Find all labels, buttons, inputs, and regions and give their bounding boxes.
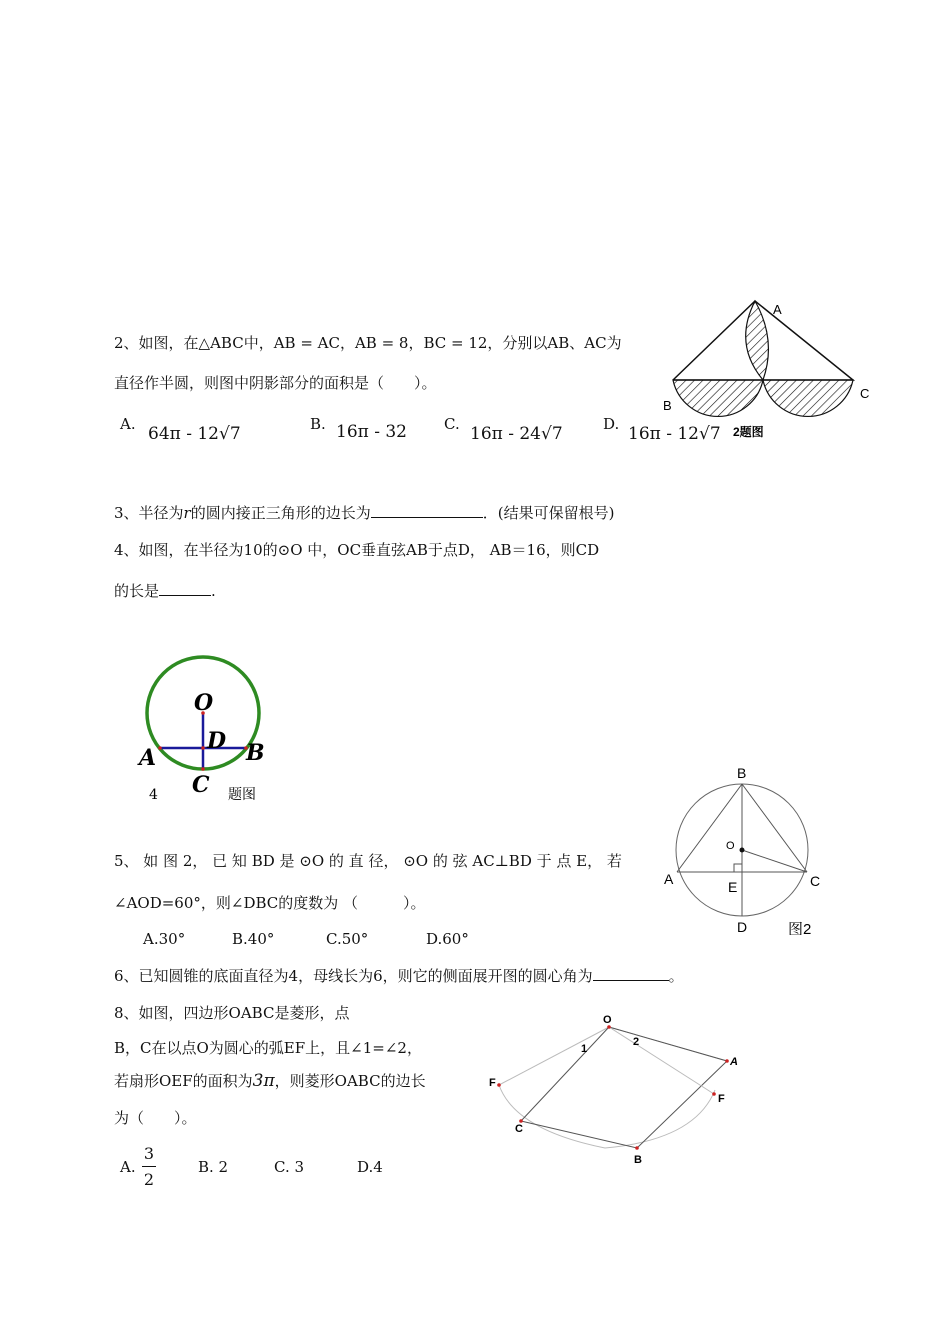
q8-side-oc [521, 1027, 609, 1121]
q8-arc-ef [499, 1085, 715, 1148]
q2-option-b-key: B. [310, 415, 326, 433]
q8-side-cb [521, 1121, 637, 1148]
q3-line [114, 503, 614, 523]
q3-prefix: 3、半径为 [114, 504, 184, 522]
q5-line2: ∠AOD=60°，则∠DBC的度数为 （ ）。 [114, 894, 426, 912]
q8-line2: B，C在以点O为圆心的弧EF上，且∠1=∠2， [114, 1039, 422, 1057]
q2-caption: 2题图 [733, 425, 764, 439]
q8-line3-prefix: 若扇形OEF的面积为 [114, 1072, 253, 1090]
q2-label-a: A [773, 302, 782, 317]
q3-var: r [183, 504, 191, 522]
q8-label-a: A [730, 1056, 738, 1068]
q8-line4: 为（ ）。 [114, 1109, 197, 1127]
q4-label-o: O [194, 690, 214, 716]
q2-option-c-key: C. [444, 415, 460, 433]
q8-line1: 8、如图，四边形OABC是菱形，点 [114, 1004, 350, 1022]
q5-label-d: D [737, 919, 748, 935]
q3-middle: 的圆内接正三角形的边长为 [190, 504, 371, 522]
q4-figure [130, 650, 290, 810]
q4-blank[interactable] [159, 581, 211, 596]
q8-line3-suffix: ，则菱形OABC的边长 [274, 1072, 426, 1090]
q6-suffix: 。 [668, 967, 684, 985]
q2-shade-right [763, 380, 853, 416]
q8-label-o: O [603, 1014, 612, 1026]
q5-label-o: O [726, 840, 735, 852]
q6-text: 6、已知圆锥的底面直径为4，母线长为6，则它的侧面展开图的圆心角为 [114, 967, 593, 985]
q5-line1: 5、 如 图 2， 已 知 BD 是 ⊙O 的 直 径， ⊙O 的 弦 AC⊥BD 于 点 E， 若 [114, 852, 622, 870]
q5-label-c: C [810, 873, 821, 889]
q8-label-1: 1 [581, 1043, 588, 1055]
q4-caption-num: 4 [149, 787, 158, 803]
q8-line3 [114, 1071, 426, 1091]
q4-line2-prefix: 的长是 [114, 582, 160, 600]
q5-figure [655, 760, 835, 935]
q3-suffix: ．(结果可保留根号) [482, 504, 615, 522]
q8-option-b: B. 2 [198, 1158, 229, 1176]
q2-option-a-key: A. [120, 415, 136, 433]
q4-line2 [114, 581, 216, 601]
q2-option-c-expr: 16π - 24√7 [470, 424, 563, 444]
q8-option-a-fraction-bar [142, 1166, 156, 1167]
q2-label-c: C [860, 386, 870, 401]
q8-line3-expr: 3π [252, 1071, 275, 1091]
q2-option-d-expr: 16π - 12√7 [628, 424, 721, 444]
q8-figure [485, 1010, 745, 1170]
q5-option-a: A.30° [143, 930, 186, 948]
q4-label-c: C [192, 772, 210, 798]
q6-line [114, 966, 684, 986]
q8-option-a-key: A. [120, 1158, 136, 1176]
q3-blank[interactable] [371, 503, 483, 518]
q4-line2-suffix: . [211, 582, 216, 600]
q5-label-b: B [737, 765, 747, 781]
q5-caption: 图2 [788, 921, 812, 935]
q8-label-f-right: F [718, 1093, 725, 1105]
q2-label-b: B [663, 398, 672, 413]
q5-label-e: E [728, 879, 738, 895]
q8-option-a-num: 3 [143, 1144, 155, 1163]
q2-shade-left [673, 380, 763, 416]
q4-label-a: A [139, 745, 157, 771]
q4-line1: 4、如图，在半径为10的⊙O 中，OC垂直弦AB于点D， AB＝16，则CD [114, 541, 600, 559]
q4-caption-text: 题图 [228, 787, 256, 803]
q2-figure [655, 292, 885, 452]
q2-line1: 2、如图，在△ABC中，AB = AC，AB = 8，BC = 12，分别以AB、AC为 [114, 334, 622, 352]
q2-option-d-key: D. [603, 415, 620, 433]
q2-option-b-expr: 16π - 32 [336, 422, 407, 442]
q8-label-2: 2 [633, 1036, 640, 1048]
q5-label-a: A [664, 871, 674, 887]
q8-label-b: B [634, 1154, 642, 1166]
q8-side-oa [609, 1027, 727, 1061]
q2-option-a-expr: 64π - 12√7 [148, 424, 241, 444]
q6-blank[interactable] [593, 966, 669, 981]
q8-option-c: C. 3 [274, 1158, 305, 1176]
q5-option-d: D.60° [426, 930, 469, 948]
q8-label-f-left: F [489, 1077, 496, 1089]
q5-option-c: C.50° [326, 930, 369, 948]
q4-label-b: B [246, 740, 265, 766]
q8-option-a-den: 2 [143, 1170, 155, 1189]
q4-label-d: D [207, 728, 227, 754]
q8-option-d: D.4 [357, 1158, 383, 1176]
q2-line2: 直径作半圆，则图中阴影部分的面积是（ ）。 [114, 374, 437, 392]
q8-label-c: C [515, 1123, 523, 1135]
q5-option-b: B.40° [232, 930, 275, 948]
q2-shade-lens [746, 301, 769, 380]
